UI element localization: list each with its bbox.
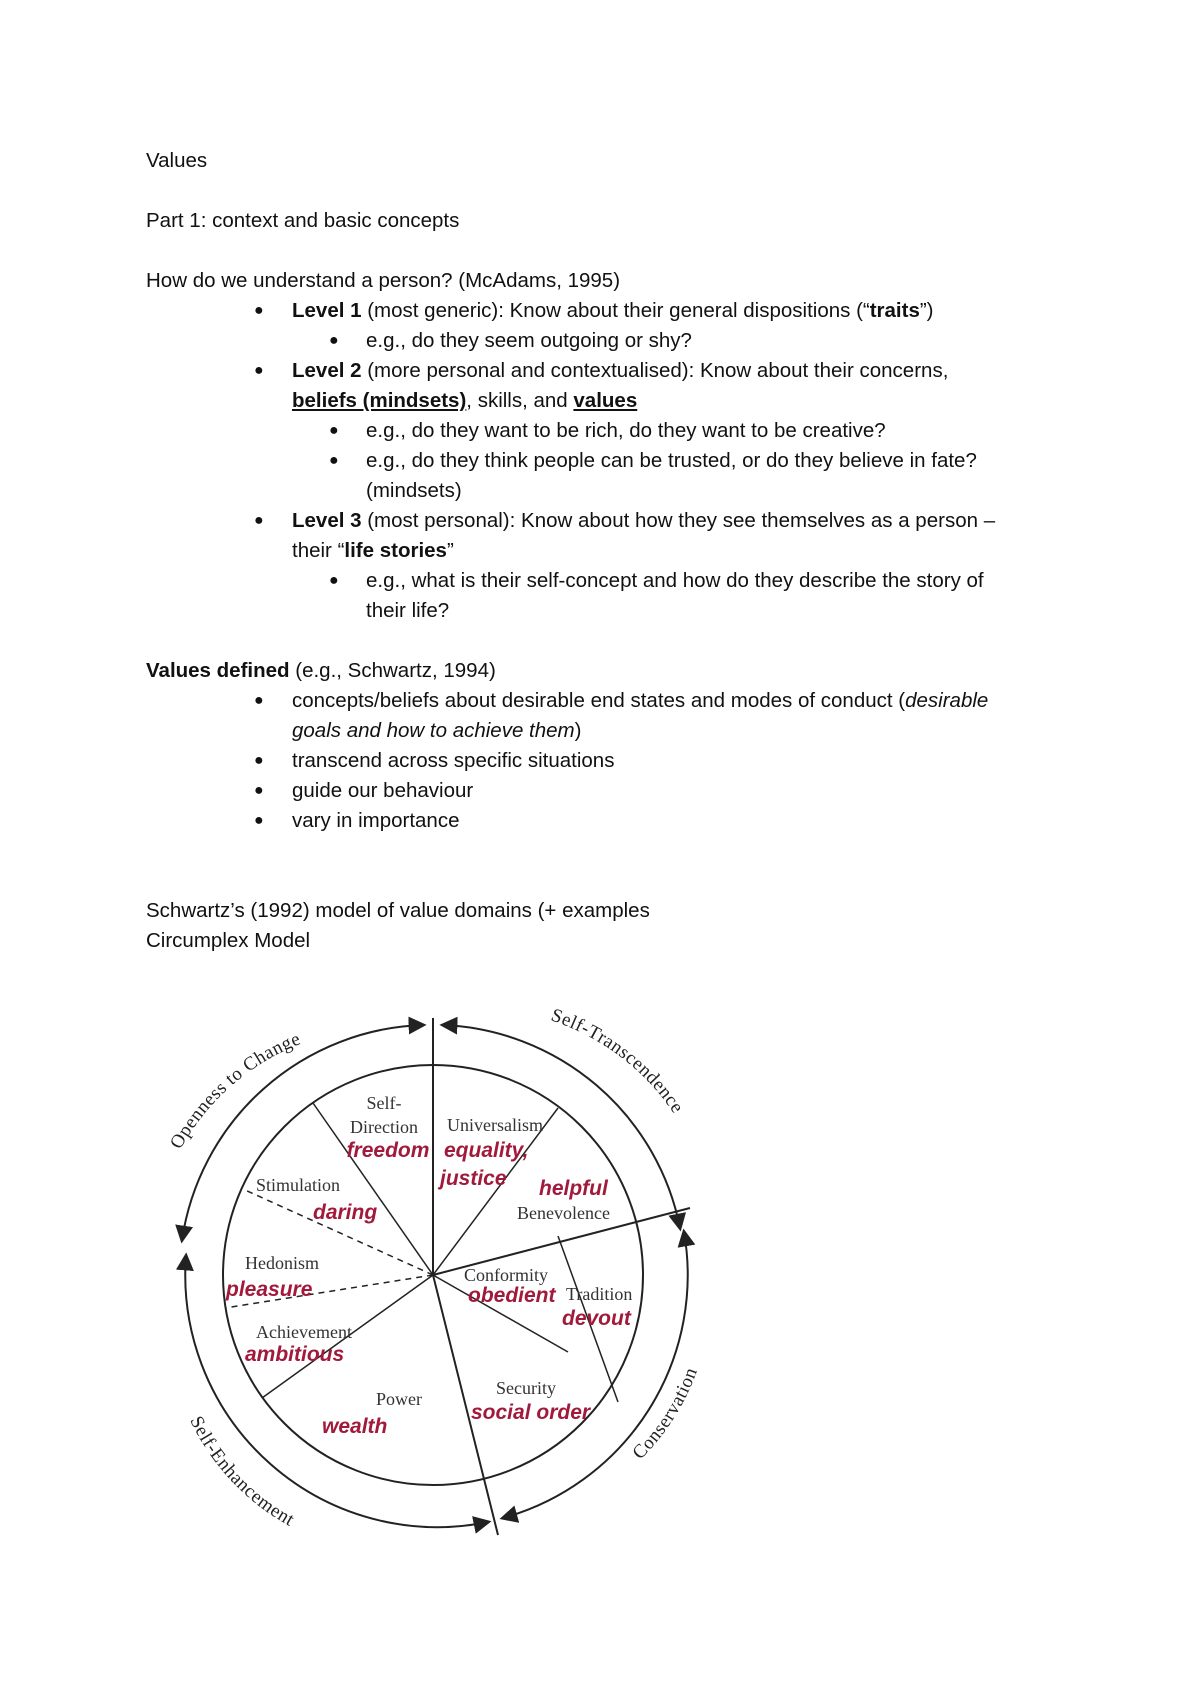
bullet-icon: ● — [329, 332, 339, 349]
traits-term: traits — [869, 299, 920, 322]
level-3-example-cont: their life? — [366, 599, 450, 622]
devout-example: devout — [562, 1307, 631, 1330]
values-defined-citation: (e.g., Schwartz, 1994) — [289, 659, 496, 682]
justice-example: justice — [440, 1167, 507, 1190]
level-2-label: Level 2 — [292, 359, 362, 382]
bullet-icon: ● — [329, 452, 339, 469]
level-3-example: e.g., what is their self-concept and how do they describe the story of — [366, 569, 984, 592]
bullet-icon: ● — [254, 302, 264, 319]
tradition-label: Tradition — [566, 1284, 633, 1304]
level-2-text: (more personal and contextualised): Know about their concerns, — [361, 359, 949, 382]
equality-example: equality, — [444, 1139, 529, 1162]
level-3-text-b: their “ — [292, 539, 345, 562]
values-def-item-4: vary in importance — [292, 809, 460, 832]
wealth-example: wealth — [322, 1415, 388, 1438]
ambitious-example: ambitious — [245, 1343, 345, 1366]
model-subtitle: Circumplex Model — [146, 929, 311, 952]
values-def-close: ) — [574, 719, 582, 742]
life-stories-term: life stories — [344, 539, 447, 562]
part-heading: Part 1: context and basic concepts — [146, 209, 460, 232]
self-direction-label-2: Direction — [350, 1117, 418, 1137]
doc-title: Values — [146, 149, 208, 172]
values-term: values — [573, 389, 638, 412]
level-3-close: ” — [446, 539, 454, 562]
achievement-label: Achievement — [256, 1322, 352, 1342]
level-2-text-b: , skills, and — [466, 389, 574, 412]
helpful-example: helpful — [539, 1177, 608, 1200]
self-direction-label-1: Self- — [366, 1093, 402, 1113]
bullet-icon: ● — [254, 512, 264, 529]
bullet-icon: ● — [329, 422, 339, 439]
bullet-icon: ● — [254, 782, 264, 799]
pleasure-example: pleasure — [226, 1278, 313, 1301]
level-3-text: (most personal): Know about how they see themselves as a person – — [361, 509, 996, 532]
power-label: Power — [376, 1389, 422, 1409]
level-1-example: e.g., do they seem outgoing or shy? — [366, 329, 692, 352]
bullet-icon: ● — [254, 362, 264, 379]
benevolence-label: Benevolence — [517, 1203, 610, 1223]
values-def-italic: desirable — [905, 689, 989, 712]
values-def-italic-cont: goals and how to achieve them — [292, 719, 575, 742]
openness-label: Openness to Change — [166, 1028, 304, 1153]
enhancement-label: Self-Enhancement — [185, 1412, 298, 1531]
level-1-label: Level 1 — [292, 299, 362, 322]
values-def-item-3: guide our behaviour — [292, 779, 474, 802]
bullet-icon: ● — [254, 692, 264, 709]
social-order-example: social order — [471, 1401, 591, 1424]
bullet-icon: ● — [254, 752, 264, 769]
level-2-example-2-cont: (mindsets) — [366, 479, 462, 502]
freedom-example: freedom — [346, 1139, 430, 1162]
bullet-icon: ● — [329, 572, 339, 589]
level-1-text: (most generic): Know about their general dispositions (“ — [361, 299, 870, 322]
values-def-text: concepts/beliefs about desirable end states and modes of conduct ( — [292, 689, 906, 712]
level-3-label: Level 3 — [292, 509, 362, 532]
universalism-label: Universalism — [447, 1115, 543, 1135]
level-2-example-1: e.g., do they want to be rich, do they want to be creative? — [366, 419, 886, 442]
conservation-label: Conservation — [628, 1364, 703, 1464]
transcendence-label: Self-Transcendence — [548, 1004, 688, 1118]
level-2-example-2: e.g., do they think people can be trusted, or do they believe in fate? — [366, 449, 977, 472]
obedient-example: obedient — [468, 1284, 556, 1307]
values-def-item-2: transcend across specific situations — [292, 749, 615, 772]
bullet-icon: ● — [254, 812, 264, 829]
level-1-close: ”) — [919, 299, 934, 322]
question-heading: How do we understand a person? (McAdams, 1995) — [146, 269, 621, 292]
security-label: Security — [496, 1378, 556, 1398]
beliefs-term: beliefs (mindsets) — [292, 389, 467, 412]
values-defined-label: Values defined — [146, 659, 290, 682]
daring-example: daring — [313, 1201, 378, 1224]
hedonism-label: Hedonism — [245, 1253, 319, 1273]
model-title: Schwartz’s (1992) model of value domains (+ examples — [146, 899, 650, 922]
conformity-label: Conformity — [464, 1265, 548, 1285]
stimulation-label: Stimulation — [256, 1175, 341, 1195]
